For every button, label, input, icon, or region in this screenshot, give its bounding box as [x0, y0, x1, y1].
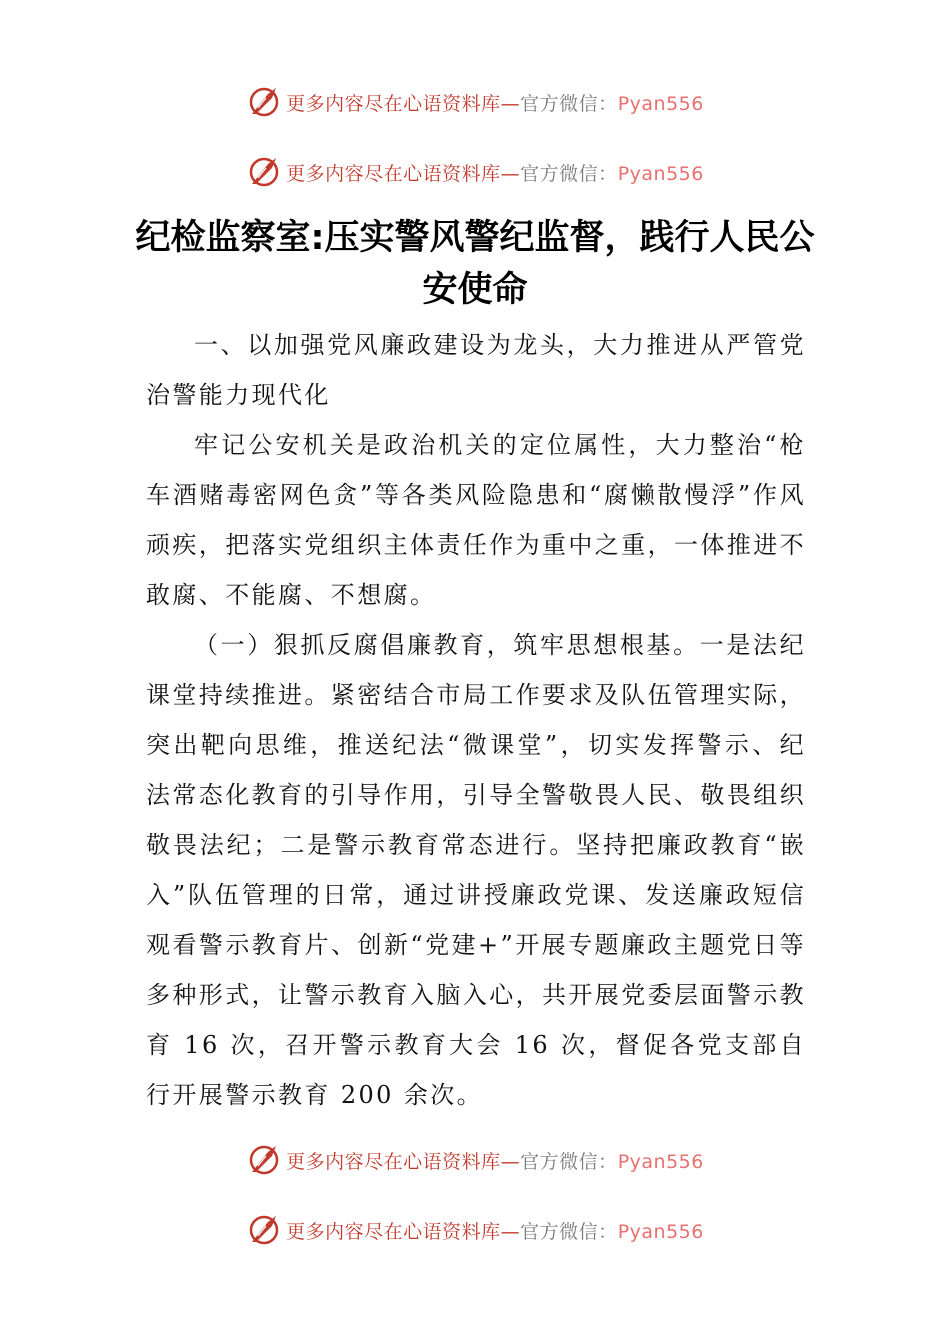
watermark-text: 更多内容尽在心语资料库—官方微信：Pyan556 — [286, 1220, 704, 1243]
quill-pen-logo-icon — [246, 1142, 282, 1178]
body-paragraph: 牢记公安机关是政治机关的定位属性，大力整治“枪车酒赌毒密网色贪”等各类风险隐患和“腐懒散慢浮”作风顽疾，把落实党组织主体责任作为重中之重，一体推进不敢腐、不能腐、不想腐。 — [146, 431, 806, 609]
quill-pen-logo-icon — [246, 1212, 282, 1248]
quill-pen-logo-icon — [246, 154, 282, 190]
watermark-banner — [0, 1140, 950, 1180]
watermark-text: 更多内容尽在心语资料库—官方微信：Pyan556 — [286, 162, 704, 185]
watermark-text: 更多内容尽在心语资料库—官方微信：Pyan556 — [286, 92, 704, 115]
document-title: 纪检监察室:压实警风警纪监督，践行人民公安使命 — [135, 218, 815, 310]
watermark-banner — [0, 1210, 950, 1250]
watermark-text: 更多内容尽在心语资料库—官方微信：Pyan556 — [286, 1150, 704, 1173]
watermark-banner — [0, 82, 950, 122]
body-paragraph: （一）狠抓反腐倡廉教育，筑牢思想根基。一是法纪课堂持续推进。紧密结合市局工作要求及队伍管理实际，突出靶向思维，推送纪法“微课堂”，切实发挥警示、纪法常态化教育的引导作用，引导全警敬畏人民、敬畏组织敬畏法纪；二是警示教育常态进行。坚持把廉政教育“嵌入”队伍管理的日常，通过讲授廉政党课、发送廉政短信观看警示教育片、创新“党建+”开展专题廉政主题党日等多种形式，让警示教育入脑入心，共开展党委层面警示教育 16 次，召开警示教育大会 16 次，督促各党支部自行开展警示教育 200 余次。 — [146, 631, 806, 1109]
quill-pen-logo-icon — [246, 84, 282, 120]
watermark-banner — [0, 152, 950, 192]
document-body — [146, 320, 806, 1120]
section-heading: 一、以加强党风廉政建设为龙头，大力推进从严管党治警能力现代化 — [146, 331, 806, 409]
